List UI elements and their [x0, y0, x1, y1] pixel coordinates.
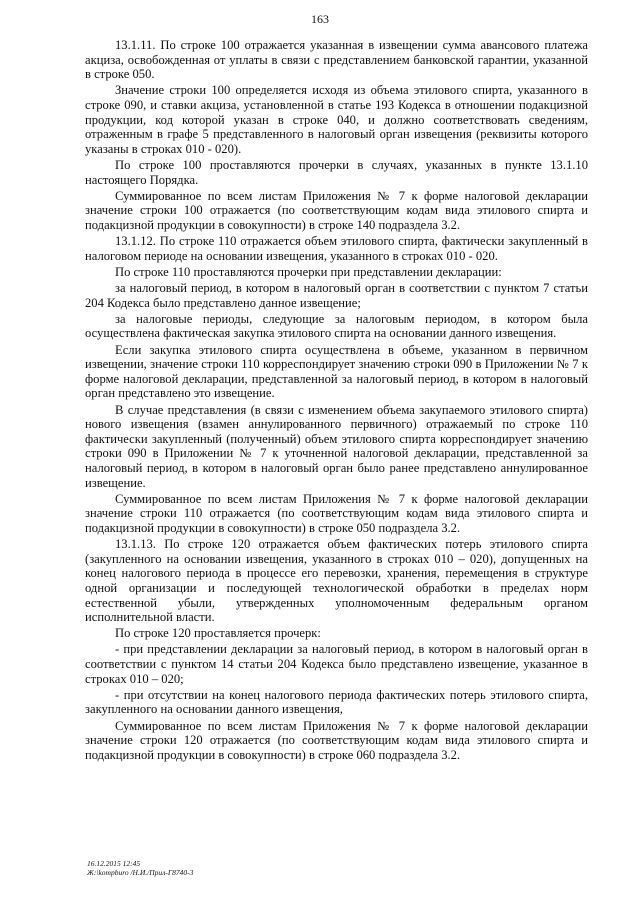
paragraph: Значение строки 100 определяется исходя из объема этилового спирта, указанного в строке 090, и ставки акциза, установленной в статье 193 Кодекса в отношении подакцизной продукции, код которой указан в строке 040, и должно соответствовать сведениям, отраженным в графе 5 представленного в налоговый орган извещения (реквизиты которого указаны в строках 010 - 020). — [85, 83, 588, 156]
paragraph: По строке 120 проставляется прочерк: — [115, 626, 321, 641]
paragraph: Суммированное по всем листам Приложения № 7 к форме налоговой декларации значение строки 120 отражается (по соответствующим кодам вида этилового спирта и подакцизной продукции в совокупности) в строке 060 подраздела 3.2. — [85, 718, 588, 762]
page-number: 163 — [311, 12, 329, 26]
paragraph: В случае представления (в связи с изменением объема закупаемого этилового спирта) нового извещения (взамен аннулированного первичного) отражаемый по строке 110 фактически закупленный (полученный) объем этилового спирта корреспондирует значению строки 090 в Приложении № 7 к уточненной налоговой декларации, представленной за налоговый период, в котором в налоговый орган было ранее представлено аннулированное извещение. — [85, 402, 588, 490]
paragraph: - при отсутствии на конец налогового периода фактических потерь этилового спирта, закупленного на основании данного извещения, — [85, 687, 588, 717]
document-footer — [87, 859, 193, 877]
paragraph: за налоговый период, в котором в налоговый орган в соответствии с пунктом 7 статьи 204 Кодекса было представлено данное извещение; — [85, 281, 588, 310]
footer-file-path: Ж:\kompburo /Н.И./Прил-Г8740-3 — [87, 868, 194, 877]
paragraph: 13.1.11. По строке 100 отражается указанная в извещении сумма авансового платежа акциза, освобожденная от уплаты в связи с представлением банковской гарантии, указанной в строке 050. — [85, 38, 588, 82]
footer-timestamp: 16.12.2015 12:45 — [87, 859, 141, 868]
paragraph: - при представлении декларации за налоговый период, в котором в налоговый орган в соответствии с пунктом 14 статьи 204 Кодекса было представлено извещение, указанное в строках 010 – 020; — [85, 642, 588, 686]
paragraph: Если закупка этилового спирта осуществлена в объеме, указанном в первичном извещении, значение строки 110 корреспондирует значению строки 090 в Приложении № 7 к форме налоговой декларации, представленной за налоговый период, в котором в налоговый орган представлено это извещение. — [85, 342, 588, 401]
paragraph: Суммированное по всем листам Приложения № 7 к форме налоговой декларации значение строки 100 отражается (по соответствующим кодам вида этилового спирта и подакцизной продукции в совокупности) в строке 140 подраздела 3.2. — [85, 188, 588, 232]
paragraph: за налоговые периоды, следующие за налоговым периодом, в котором была осуществлена фактическая закупка этилового спирта на основании данного извещения. — [85, 311, 588, 341]
paragraph: По строке 110 проставляются прочерки при представлении декларации: — [115, 264, 502, 279]
document-body — [85, 38, 588, 764]
paragraph: 13.1.12. По строке 110 отражается объем этилового спирта, фактически закупленный в налоговом периоде на основании извещения, указанного в строках 010 - 020. — [85, 234, 588, 263]
paragraph: По строке 100 проставляются прочерки в случаях, указанных в пункте 13.1.10 настоящего Порядка. — [85, 157, 588, 187]
paragraph: Суммированное по всем листам Приложения № 7 к форме налоговой декларации значение строки 110 отражается (по соответствующим кодам вида этилового спирта и подакцизной продукции в совокупности) в строке 050 подраздела 3.2. — [85, 491, 588, 535]
paragraph: 13.1.13. По строке 120 отражается объем фактических потерь этилового спирта (закупленного на основании извещения, указанного в строках 010 – 020), допущенных на конец налогового периода в процессе его перевозки, хранения, перемещения в структуре одной организации и последующей технологической обработки в пределах норм естественной убыли, утвержденных уполномоченным федеральным органом исполнительной власти. — [85, 537, 588, 625]
